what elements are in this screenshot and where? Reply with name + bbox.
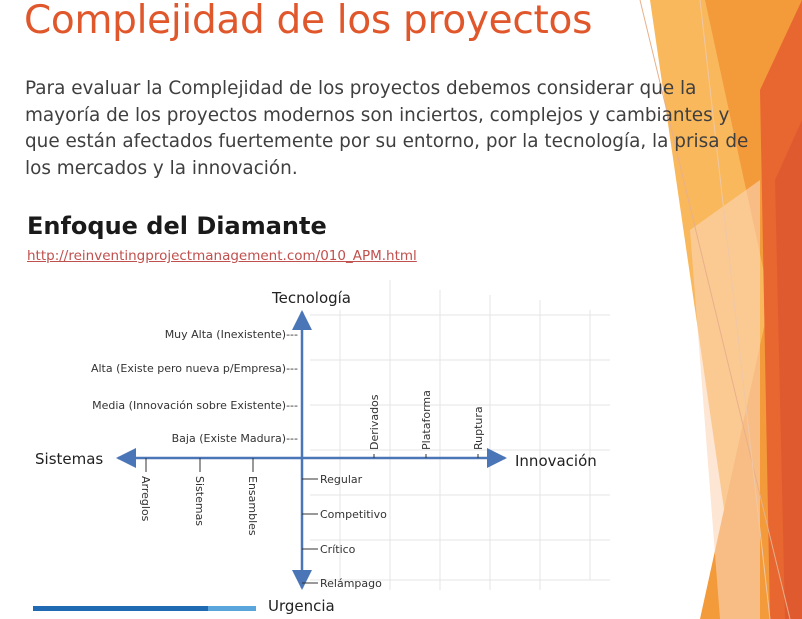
- innovacion-level: Derivados: [368, 394, 381, 450]
- axis-label-innovacion: Innovación: [515, 452, 597, 470]
- axis-label-tecnologia: Tecnología: [272, 289, 351, 307]
- tecnologia-level: Media (Innovación sobre Existente)---: [92, 399, 298, 412]
- sistemas-level: Sistemas: [193, 476, 206, 527]
- tecnologia-level: Alta (Existe pero nueva p/Empresa)---: [90, 362, 298, 375]
- urgencia-level: Crítico: [320, 543, 356, 556]
- sistemas-level: Arreglos: [139, 476, 152, 522]
- tecnologia-level: Muy Alta (Inexistente)---: [164, 328, 298, 341]
- sistemas-level: Ensambles: [246, 476, 259, 536]
- tecnologia-level: Baja (Existe Madura)---: [171, 432, 298, 445]
- axis-label-sistemas: Sistemas: [35, 450, 104, 468]
- innovacion-level: Plataforma: [420, 390, 433, 450]
- section-subtitle: Enfoque del Diamante: [27, 212, 327, 240]
- slide-body-text: Para evaluar la Complejidad de los proyectos debemos considerar que la mayoría de los proyectos modernos son inciertos, complejos y cambiantes y que están afectados fuertemente por su entorno, por la tecnología, la prisa de los mercados y la innovación.: [25, 78, 749, 179]
- innovacion-level: Ruptura: [472, 406, 485, 450]
- urgencia-level: Regular: [320, 473, 363, 486]
- diamond-diagram: [0, 270, 802, 619]
- urgencia-level: Relámpago: [320, 577, 382, 590]
- axis-label-urgencia: Urgencia: [268, 597, 335, 615]
- urgencia-level: Competitivo: [320, 508, 387, 521]
- reference-link[interactable]: http://reinventingprojectmanagement.com/010_APM.html: [27, 248, 417, 264]
- slide-title: Complejidad de los proyectos: [24, 0, 593, 43]
